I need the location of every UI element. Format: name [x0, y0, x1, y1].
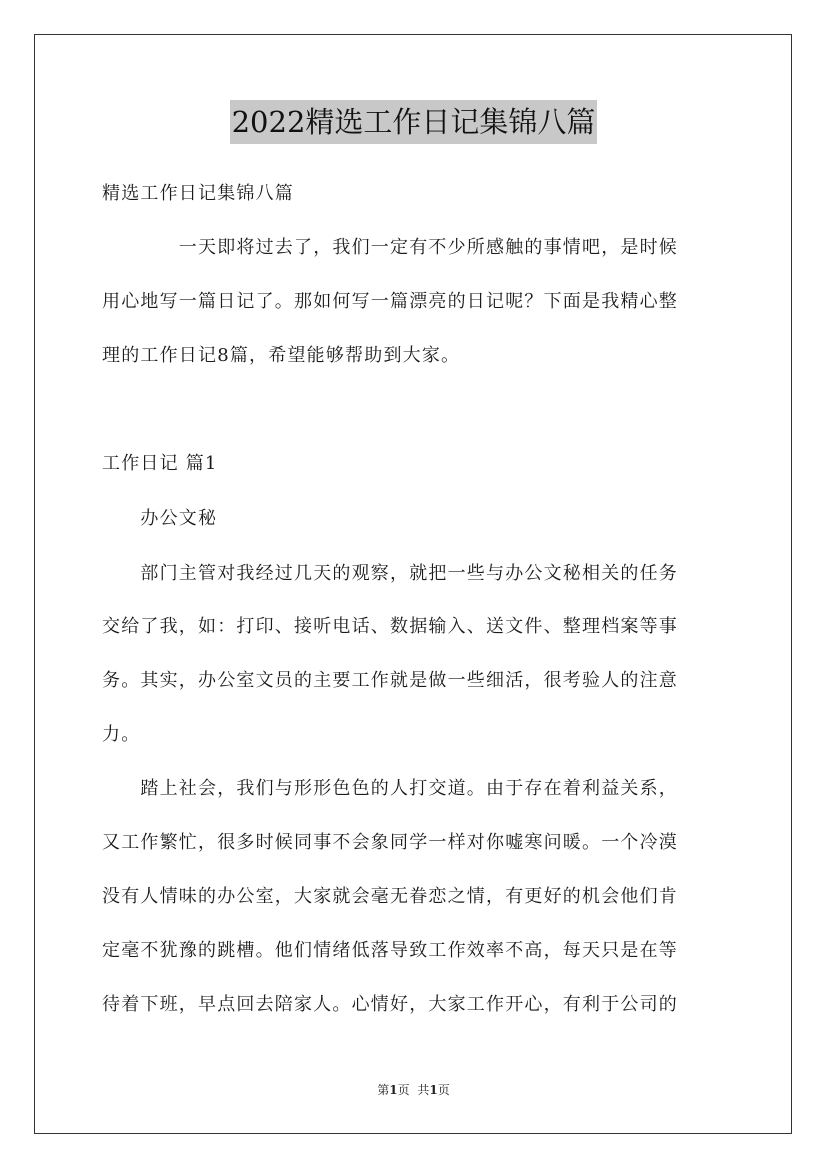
body-line: 定毫不犹豫的跳槽。他们情绪低落导致工作效率不高，每天只是在等	[102, 940, 678, 961]
total-pages: 1	[429, 1083, 438, 1097]
body-line: 务。其实，办公室文员的主要工作就是做一些细活，很考验人的注意	[102, 670, 678, 691]
subtitle-line: 精选工作日记集锦八篇	[102, 183, 294, 204]
page-footer	[0, 1082, 827, 1098]
body-line: 一天即将过去了，我们一定有不少所感触的事情吧，是时候	[102, 237, 678, 258]
total-suffix: 页	[437, 1083, 450, 1097]
body-line: 又工作繁忙，很多时候同事不会象同学一样对你嘘寒问暖。一个冷漠	[102, 832, 678, 853]
body-line: 理的工作日记8篇，希望能够帮助到大家。	[102, 345, 461, 366]
body-line: 待着下班，早点回去陪家人。心情好，大家工作开心，有利于公司的	[102, 994, 678, 1015]
body-line: 用心地写一篇日记了。那如何写一篇漂亮的日记呢？下面是我精心整	[102, 291, 678, 312]
body-line: 踏上社会，我们与形形色色的人打交道。由于存在着利益关系，	[102, 778, 678, 799]
body-line: 没有人情味的办公室，大家就会毫无眷恋之情，有更好的机会他们肯	[102, 886, 678, 907]
document-title: 2022精选工作日记集锦八篇	[230, 100, 598, 144]
page-suffix: 页	[397, 1083, 410, 1097]
page-prefix: 第	[377, 1083, 390, 1097]
total-prefix: 共	[417, 1083, 430, 1097]
body-line: 交给了我，如：打印、接听电话、数据输入、送文件、整理档案等事	[102, 616, 678, 637]
title-container	[0, 100, 827, 144]
body-line: 力。	[102, 724, 141, 745]
page-number: 1	[389, 1083, 398, 1097]
section-heading: 工作日记 篇1	[102, 453, 218, 474]
body-line: 办公文秘	[102, 508, 218, 529]
body-line: 部门主管对我经过几天的观察，就把一些与办公文秘相关的任务	[102, 563, 678, 584]
